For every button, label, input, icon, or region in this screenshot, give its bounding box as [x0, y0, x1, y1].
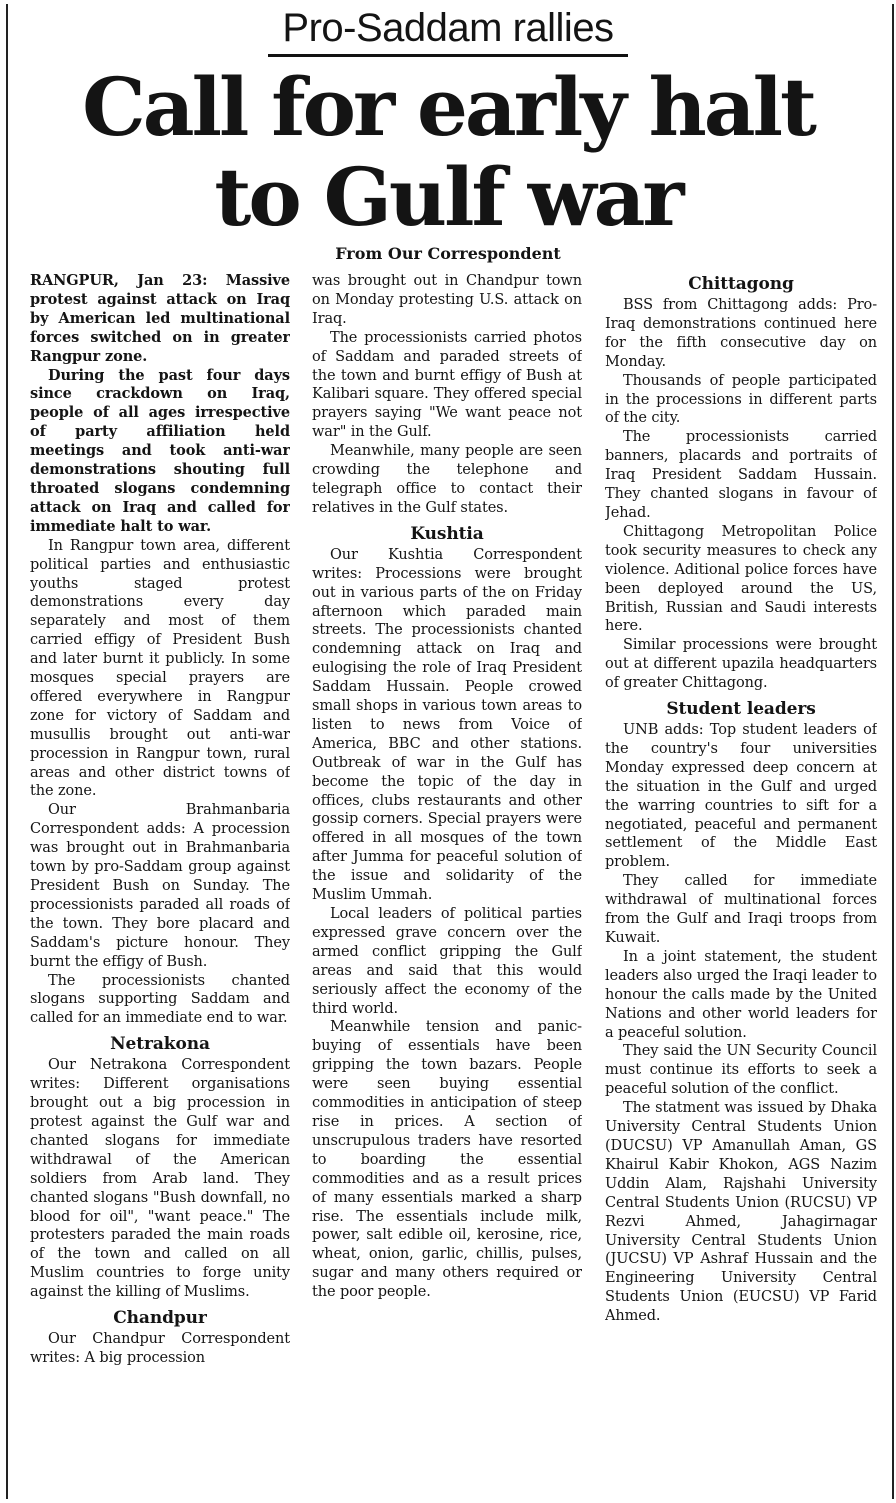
- paragraph: Meanwhile tension and panic-buying of essentials have been gripping the town bazars. People were seen buying essential commodities in anticipation of steep rise in prices. A section of unscrupulous traders have resorted to boarding the essential commodities and as a result prices of many essentials marked a sharp rise. The essentials include milk, power, salt edible oil, kerosine, rice, wheat, onion, garlic, chillis, pulses, sugar and many others required or the poor people.: [312, 1019, 582, 1301]
- byline: From Our Correspondent: [335, 244, 561, 263]
- kicker-text: Pro-Saddam rallies: [268, 2, 627, 57]
- paragraph: The statment was issued by Dhaka University Central Students Union (DUCSU) VP Amanullah Aman, GS Khairul Kabir Khokon, AGS Nazim Uddin Alam, Rajshahi University Central Students Union (RUCSU) VP Rezvi Ahmed, Jahagirnagar University Central Students Union (JUCSU) VP Ashraf Hussain and the Engineering University Central Students Union (EUCSU) VP Farid Ahmed.: [605, 1100, 877, 1325]
- section-heading-chandpur: Chandpur: [113, 1308, 207, 1329]
- paragraph: In a joint statement, the student leaders also urged the Iraqi leader to honour the calls made by the United Nations and other world leaders for a peaceful solution.: [605, 948, 877, 1041]
- paragraph: UNB adds: Top student leaders of the country's four universities Monday expressed deep concern at the situation in the Gulf and urged the warring countries to sift for a negotiated, peaceful and permanent settlement of the Middle East problem.: [605, 722, 877, 871]
- column-1: [30, 272, 290, 1498]
- paragraph: They called for immediate withdrawal of multinational forces from the Gulf and Iraqi troops from Kuwait.: [605, 873, 877, 946]
- paragraph: BSS from Chittagong adds: Pro-Iraq demonstrations continued here for the fifth consecutive day on Monday.: [605, 297, 877, 370]
- paragraph: Chittagong Metropolitan Police took security measures to check any violence. Aditional police forces have been deployed around the US, British, Russian and Saudi interests here.: [605, 523, 877, 635]
- paragraph: Local leaders of political parties expressed grave concern over the armed conflict gripping the Gulf areas and said that this would seriously affect the economy of the third world.: [312, 906, 582, 1017]
- column-2: [312, 272, 582, 1498]
- paragraph: The processionists chanted slogans supporting Saddam and called for an immediate end to war.: [30, 972, 290, 1027]
- section-heading-chittagong: Chittagong: [688, 274, 794, 294]
- headline-line-1: Call for early halt: [82, 60, 814, 154]
- paragraph: The processionists carried photos of Saddam and paraded streets of the town and burnt effigy of Bush at Kalibari square. They offered special prayers saying "We want peace not war" in the Gulf.: [312, 329, 582, 441]
- paragraph: During the past four days since crackdown on Iraq, people of all ages irrespective of party affiliation held meetings and took anti-war demonstrations shouting full throated slogans condemning attack on Iraq and called for immediate halt to war.: [30, 366, 290, 535]
- section-heading-student-leaders: Student leaders: [666, 699, 816, 720]
- headline-line-2: to Gulf war: [214, 150, 682, 244]
- paragraph: Similar processions were brought out at different upazila headquarters of greater Chittagong.: [605, 637, 877, 692]
- paragraph: Our Chandpur Correspondent writes: A big procession: [30, 1331, 290, 1366]
- paragraph: Thousands of people participated in the processions in different parts of the city.: [605, 372, 877, 427]
- paragraph: Meanwhile, many people are seen crowding the telephone and telegraph office to contact their relatives in the Gulf states.: [312, 443, 582, 516]
- paragraph: In Rangpur town area, different political parties and enthusiastic youths staged protest demonstrations every day separately and most of them carried effigy of President Bush and later burnt it publicly. In some mosques special prayers are offered everywhere in Rangpur zone for victory of Saddam and musullis brought out anti-war procession in Rangpur town, rural areas and other district towns of the zone.: [30, 537, 290, 800]
- paragraph: Our Netrakona Correspondent writes: Different organisations brought out a big procession in protest against the Gulf war and chanted slogans for immediate withdrawal of the American soldiers from Arab land. They chanted slogans "Bush downfall, no blood for oil", "want peace." The protesters paraded the main roads of the town and called on all Muslim countries to forge unity against the killing of Muslims.: [30, 1057, 290, 1301]
- headline: [0, 62, 896, 242]
- column-3: [605, 272, 877, 1498]
- kicker: [0, 2, 896, 60]
- paragraph: They said the UN Security Council must continue its efforts to seek a peaceful solution of the conflict.: [605, 1043, 877, 1098]
- paragraph: Our Kushtia Correspondent writes: Processions were brought out in various parts of the on Friday afternoon which paraded main streets. The processionists chanted condemning attack on Iraq and eulogising the role of Iraq President Saddam Hussain. People crowed small shops in various town areas to listen to news from Voice of America, BBC and other stations. Outbreak of war in the Gulf has become the topic of the day in offices, clubs restaurants and other gossip corners. Special prayers were offered in all mosques of the town after Jumma for peaceful solution of the issue and solidarity of the Muslim Ummah.: [312, 546, 582, 904]
- paragraph-dateline: RANGPUR, Jan 23: Massive protest against attack on Iraq by American led multinational forces switched on in greater Rangpur zone.: [30, 272, 290, 365]
- paragraph: was brought out in Chandpur town on Monday protesting U.S. attack on Iraq.: [312, 273, 582, 327]
- section-heading-netrakona: Netrakona: [110, 1034, 210, 1055]
- paragraph: The processionists carried banners, placards and portraits of Iraq President Saddam Hussain. They chanted slogans in favour of Jehad.: [605, 429, 877, 521]
- paragraph: Our Brahmanbaria Correspondent adds: A procession was brought out in Brahmanbaria town by pro-Saddam group against President Bush on Sunday. The processionists paraded all roads of the town. They bore placard and Saddam's picture honour. They burnt the effigy of Bush.: [30, 802, 290, 970]
- section-heading-kushtia: Kushtia: [410, 523, 484, 544]
